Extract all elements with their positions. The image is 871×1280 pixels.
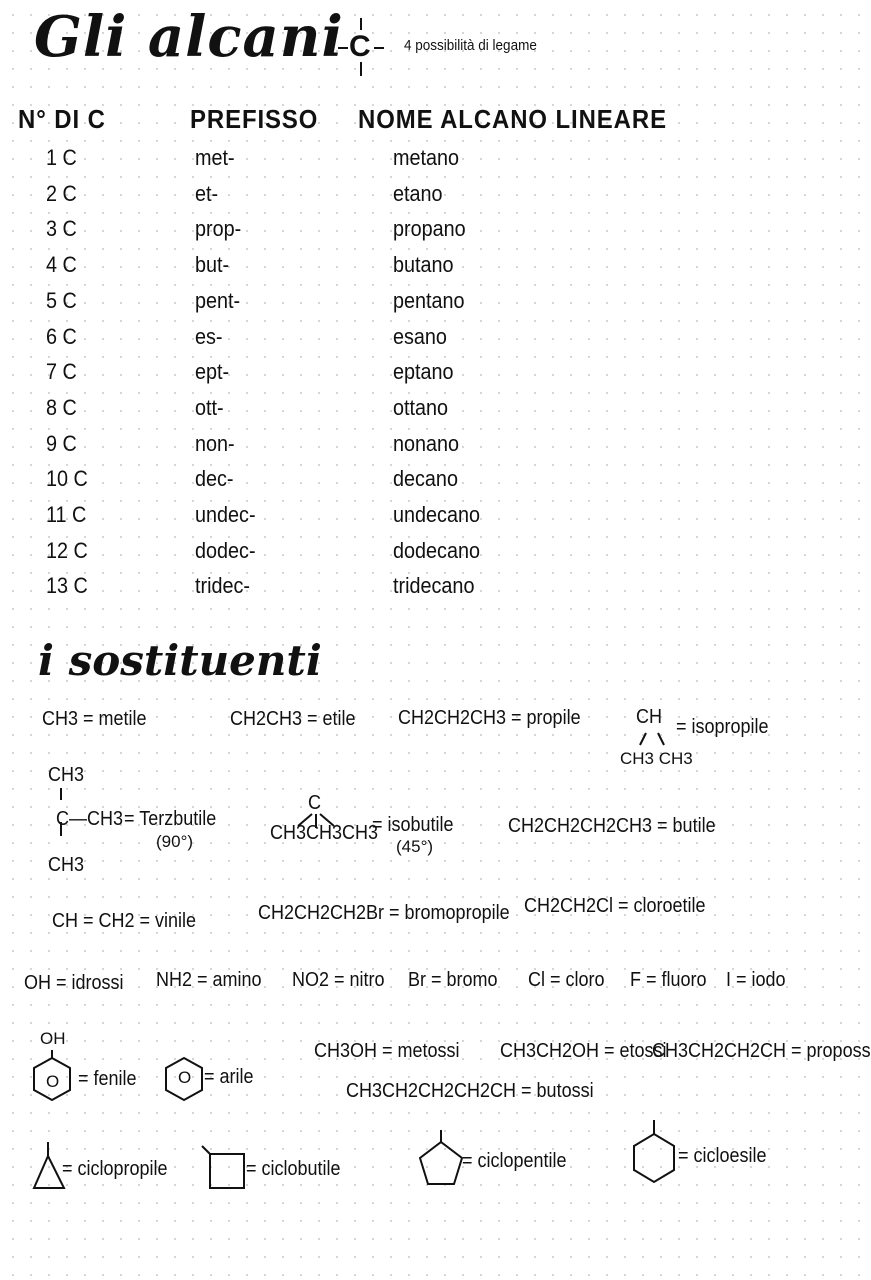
row-alkane-name: butano [393, 252, 454, 278]
row-prefix: dodec- [195, 537, 256, 563]
metile: CH3 = metile [42, 708, 147, 730]
row-carbon-count: 5 C [46, 287, 77, 313]
arile-ring-label: O [178, 1068, 192, 1087]
row-alkane-name: eptano [393, 359, 454, 385]
terzbutile-angle: (90°) [156, 832, 194, 851]
row-prefix: met- [195, 145, 235, 170]
vinile: CH = CH2 = vinile [52, 910, 197, 932]
functional-group: NO2 = nitro [292, 969, 385, 991]
proposs: CH3CH2CH2CH = proposs [652, 1040, 871, 1062]
row-alkane-name: tridecano [393, 573, 475, 599]
cicloesile-icon [632, 1120, 678, 1190]
metossi: CH3OH = metossi [314, 1040, 460, 1062]
isopropile-label: = isopropile [676, 716, 769, 738]
ciclobutile-label: = ciclobutile [246, 1158, 341, 1180]
arile-label: = arile [204, 1066, 254, 1088]
row-alkane-name: pentano [393, 287, 465, 313]
isobutile-label: = isobutile [372, 814, 454, 836]
functional-group: I = iodo [726, 969, 786, 991]
row-carbon-count: 10 C [46, 466, 88, 492]
header-carbon-count: N° DI C [18, 104, 106, 134]
isobutile-top: C [308, 792, 322, 814]
fenile-label: = fenile [78, 1068, 137, 1090]
functional-group: F = fluoro [630, 969, 707, 991]
cloroetile: CH2CH2Cl = cloroetile [524, 895, 706, 917]
ciclopropile-label: = ciclopropile [62, 1158, 168, 1180]
functional-group: Cl = cloro [528, 969, 605, 991]
row-carbon-count: 9 C [46, 430, 77, 456]
row-prefix: et- [195, 180, 219, 206]
functional-group: NH2 = amino [156, 969, 262, 991]
functional-group: Br = bromo [408, 969, 498, 991]
row-alkane-name: nonano [393, 430, 460, 456]
isopropile-top: CH [636, 706, 663, 728]
row-carbon-count: 8 C [46, 394, 77, 420]
row-prefix: non- [195, 430, 235, 456]
row-prefix: tridec- [195, 573, 251, 599]
row-alkane-name: metano [393, 145, 460, 170]
terzbutile-top: CH3 [48, 764, 85, 786]
butile: CH2CH2CH2CH3 = butile [508, 815, 716, 837]
row-alkane-name: etano [393, 180, 443, 206]
terzbutile-middle: C—CH3 [56, 808, 124, 830]
terzbutile-bottom: CH3 [48, 854, 85, 876]
row-carbon-count: 12 C [46, 537, 88, 563]
row-prefix: es- [195, 323, 223, 349]
etossi: CH3CH2OH = etossi [500, 1040, 667, 1062]
isobutile-angle: (45°) [396, 837, 434, 856]
row-carbon-count: 13 C [46, 573, 88, 599]
row-carbon-count: 3 C [46, 216, 77, 242]
row-prefix: but- [195, 252, 230, 278]
header-prefix: PREFISSO [190, 104, 319, 134]
row-prefix: ept- [195, 359, 230, 385]
row-alkane-name: ottano [393, 394, 449, 420]
fenile-ring-label: O [46, 1072, 60, 1091]
isobutile-bottom: CH3CH3CH3 [270, 822, 379, 844]
isopropile-bonds-icon [636, 731, 676, 749]
substituents-title: i sostituenti [38, 636, 322, 685]
carbon-bond-note: 4 possibilità di legame [404, 37, 537, 54]
header-alkane-name: NOME ALCANO LINEARE [358, 104, 667, 134]
row-alkane-name: esano [393, 323, 447, 349]
row-carbon-count: 4 C [46, 252, 77, 278]
functional-group: OH = idrossi [24, 972, 124, 994]
row-carbon-count: 7 C [46, 359, 77, 385]
row-prefix: undec- [195, 502, 256, 527]
isopropile-bottom: CH3 CH3 [620, 749, 693, 768]
row-prefix: pent- [195, 287, 241, 313]
row-alkane-name: propano [393, 216, 466, 242]
ciclopentile-icon [418, 1130, 464, 1190]
row-prefix: ott- [195, 394, 224, 420]
row-carbon-count: 1 C [46, 145, 77, 170]
cicloesile-label: = cicloesile [678, 1145, 767, 1167]
carbon-symbol: C [349, 30, 371, 63]
row-prefix: dec- [195, 466, 234, 492]
row-carbon-count: 11 C [46, 502, 87, 527]
bromopropile: CH2CH2CH2Br = bromopropile [258, 902, 510, 924]
row-alkane-name: decano [393, 466, 458, 492]
ciclopentile-label: = ciclopentile [462, 1150, 567, 1172]
row-prefix: prop- [195, 216, 242, 242]
row-alkane-name: undecano [393, 502, 480, 527]
ciclobutile-icon [200, 1144, 246, 1190]
terzbutile-label: = Terzbutile [124, 808, 217, 830]
etile: CH2CH3 = etile [230, 708, 356, 730]
page-title: Gli alcani [34, 4, 344, 70]
butossi: CH3CH2CH2CH2CH = butossi [346, 1080, 594, 1102]
fenile-oh: OH [40, 1029, 66, 1048]
row-alkane-name: dodecano [393, 537, 480, 563]
row-carbon-count: 2 C [46, 180, 77, 206]
row-carbon-count: 6 C [46, 323, 77, 349]
propile: CH2CH2CH3 = propile [398, 707, 581, 729]
